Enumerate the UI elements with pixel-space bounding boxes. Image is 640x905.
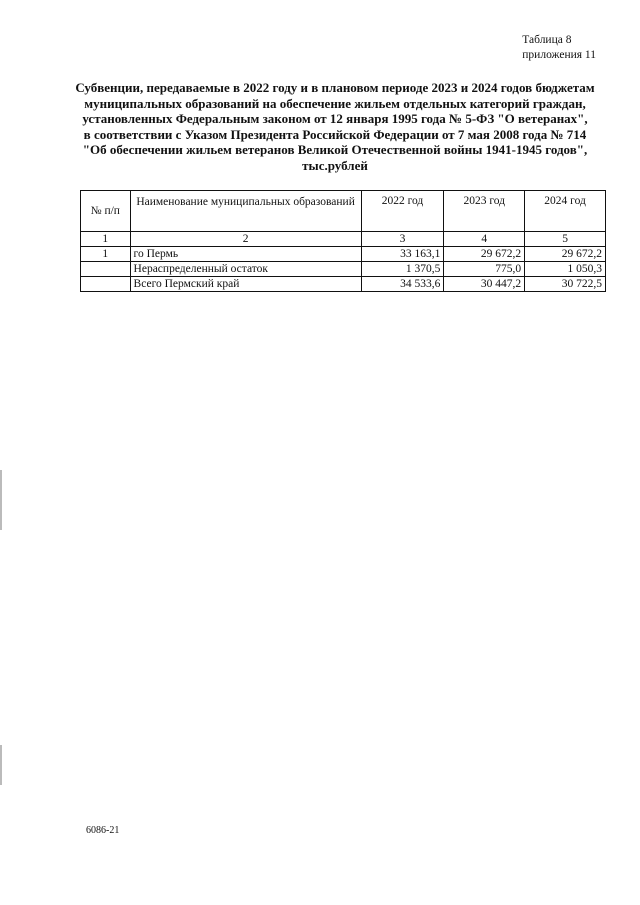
column-number: 1 — [81, 232, 131, 247]
row-2024: 30 722,5 — [525, 277, 606, 292]
table-total-row — [81, 277, 606, 292]
table-row — [81, 247, 606, 262]
header-name: Наименование муниципальных образований — [130, 191, 361, 232]
row-num — [81, 262, 131, 277]
row-2023: 775,0 — [444, 262, 525, 277]
row-name: го Пермь — [130, 247, 361, 262]
row-2023: 29 672,2 — [444, 247, 525, 262]
column-number: 3 — [361, 232, 444, 247]
row-2022: 33 163,1 — [361, 247, 444, 262]
table-row — [81, 262, 606, 277]
title-line: в соответствии с Указом Президента Российской Федерации от 7 мая 2008 года № 714 — [83, 126, 587, 142]
document-code: 6086-21 — [86, 825, 120, 836]
row-num: 1 — [81, 247, 131, 262]
table-number: Таблица 8 — [522, 34, 572, 46]
row-2022: 1 370,5 — [361, 262, 444, 277]
scan-edge-mark — [0, 745, 2, 785]
column-number: 2 — [130, 232, 361, 247]
column-number: 4 — [444, 232, 525, 247]
row-num — [81, 277, 131, 292]
title-line: установленных Федеральным законом от 12 января 1995 года № 5-ФЗ "О ветеранах", — [82, 111, 588, 126]
column-numbers-row — [81, 232, 606, 247]
title-line: муниципальных образований на обеспечение жильем отдельных категорий граждан, — [84, 95, 586, 111]
column-number: 5 — [525, 232, 606, 247]
header-2024: 2024 год — [525, 191, 606, 232]
scan-edge-mark — [0, 470, 2, 530]
row-2024: 1 050,3 — [525, 262, 606, 277]
header-num: № п/п — [81, 191, 131, 232]
header-2023: 2023 год — [444, 191, 525, 232]
subventions-table — [80, 190, 606, 292]
row-name: Нераспределенный остаток — [130, 262, 361, 277]
row-2023: 30 447,2 — [444, 277, 525, 292]
table-reference — [522, 33, 596, 63]
row-name: Всего Пермский край — [130, 277, 361, 292]
table-header-row — [81, 191, 606, 232]
header-2022: 2022 год — [361, 191, 444, 232]
appendix-number: приложения 11 — [522, 49, 596, 61]
row-2024: 29 672,2 — [525, 247, 606, 262]
title-line: "Об обеспечении жильем ветеранов Великой Отечественной войны 1941-1945 годов", — [82, 142, 588, 157]
row-2022: 34 533,6 — [361, 277, 444, 292]
document-title — [70, 80, 600, 173]
title-line: Субвенции, передаваемые в 2022 году и в плановом периоде 2023 и 2024 годов бюджетам — [75, 80, 595, 95]
title-unit: тыс.рублей — [302, 157, 368, 173]
